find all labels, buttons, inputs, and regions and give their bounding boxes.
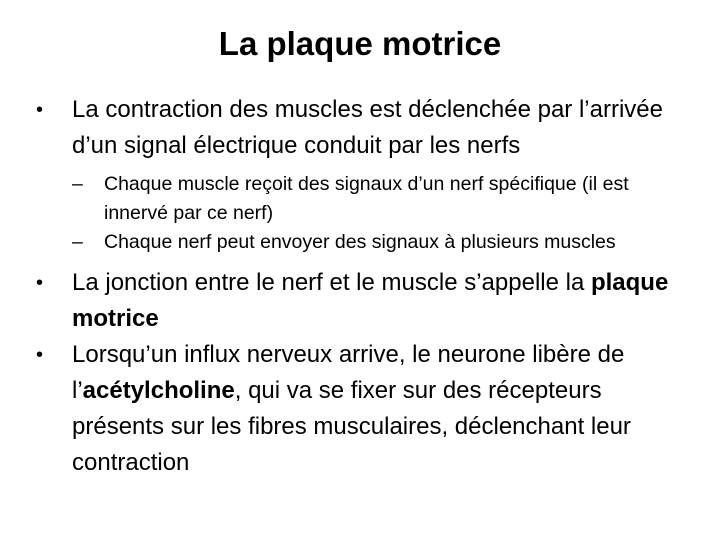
sub-bullet-text: Chaque muscle reçoit des signaux d’un nerf spécifique (il est innervé par ce nerf) <box>104 173 629 224</box>
dash-marker: – <box>72 231 83 253</box>
bullet-item-3 <box>30 337 690 481</box>
bullet-bold-term: acétylcholine <box>82 377 235 404</box>
bullet-text: La jonction entre le nerf et le muscle s’appelle la <box>72 269 591 296</box>
bullet-bold-term: plaque motrice <box>72 269 669 332</box>
dash-marker: – <box>72 173 83 195</box>
sub-bullet-text: Chaque nerf peut envoyer des signaux à plusieurs muscles <box>104 231 616 253</box>
bullet-item-2 <box>30 265 690 337</box>
sub-bullet-item-2 <box>72 228 690 257</box>
bullet-marker: • <box>36 344 44 366</box>
sub-bullet-item-1 <box>72 170 690 228</box>
bullet-item-1 <box>30 92 690 257</box>
bullet-marker: • <box>36 99 44 121</box>
bullet-text-continued: , qui va se fixer sur des récepteurs présents sur les fibres musculaires, déclenchant leur contraction <box>72 377 631 476</box>
slide-content <box>30 92 690 481</box>
bullet-list <box>30 92 690 481</box>
bullet-marker: • <box>36 272 44 294</box>
slide-title: La plaque motrice <box>218 25 502 62</box>
bullet-text: Lorsqu’un influx nerveux arrive, le neurone libère de l’ <box>72 341 625 404</box>
sub-bullet-list <box>72 170 690 257</box>
bullet-text: La contraction des muscles est déclenchée par l’arrivée d’un signal électrique conduit par les nerfs <box>72 96 663 159</box>
